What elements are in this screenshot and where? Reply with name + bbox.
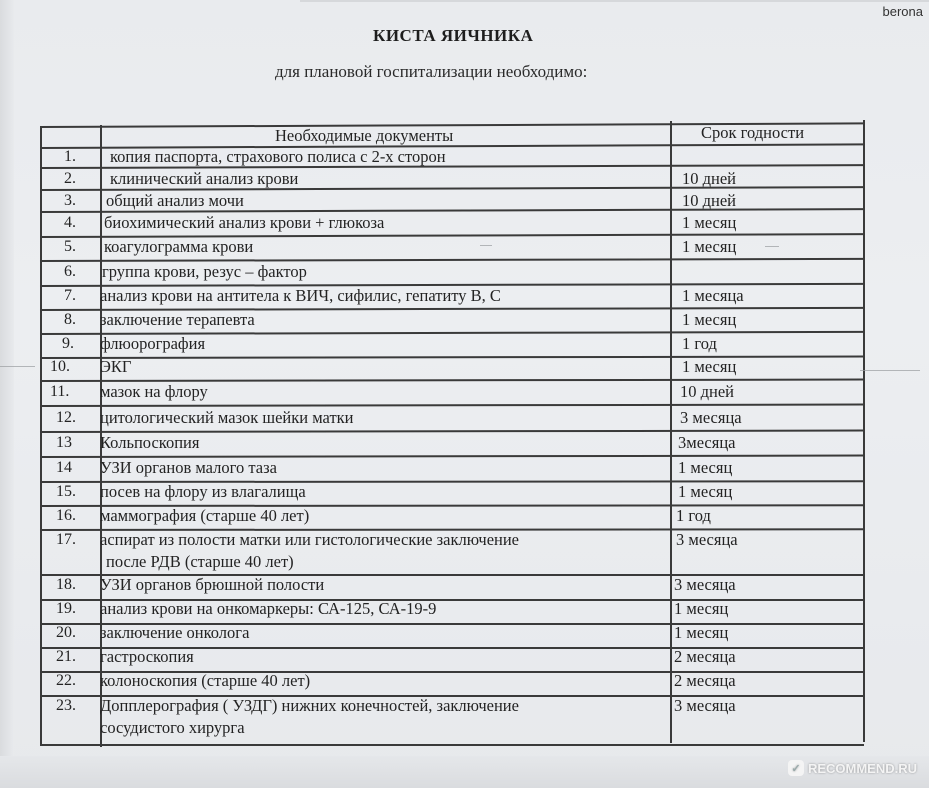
document-subtitle: для плановой госпитализации необходимо:	[275, 62, 588, 81]
row-document-continued: сосудистого хирурга	[100, 718, 245, 737]
row-validity: 10 дней	[680, 382, 735, 401]
row-number: 12.	[56, 409, 76, 426]
scan-noise	[0, 366, 35, 367]
row-document: группа крови, резус – фактор	[102, 262, 307, 281]
row-document: цитологический мазок шейки матки	[100, 408, 354, 427]
row-document: клинический анализ крови	[110, 169, 299, 188]
row-document: коагулограмма крови	[104, 237, 254, 256]
row-validity: 1 месяц	[678, 482, 733, 501]
row-number: 3.	[64, 192, 76, 209]
row-validity: 3 месяца	[674, 575, 736, 594]
row-validity: 10 дней	[682, 191, 737, 210]
row-document: УЗИ органов малого таза	[100, 458, 277, 477]
row-number: 6.	[64, 263, 76, 280]
document-title: КИСТА ЯИЧНИКА	[373, 26, 534, 45]
row-number: 16.	[56, 507, 76, 524]
row-number: 22.	[56, 672, 76, 689]
row-number: 13	[56, 434, 72, 451]
row-validity: 2 месяца	[674, 671, 736, 690]
row-document: аспират из полости матки или гистологические заключение	[100, 530, 520, 549]
row-number: 2.	[64, 170, 76, 187]
scan-noise	[480, 245, 492, 246]
row-document: копия паспорта, страхового полиса с 2-х сторон	[110, 147, 446, 166]
row-document: колоноскопия (старше 40 лет)	[100, 671, 311, 690]
watermark-username: berona	[882, 4, 923, 19]
row-number: 15.	[56, 483, 76, 500]
row-validity: 2 месяца	[674, 647, 736, 666]
watermark-brand	[788, 760, 917, 776]
row-document: анализ крови на онкомаркеры: СА-125, СА-19-9	[100, 599, 437, 618]
row-number: 19.	[56, 600, 76, 617]
recommend-logo-icon: ✓	[788, 760, 804, 776]
row-number: 23.	[56, 697, 76, 714]
row-validity: 3 месяца	[674, 696, 736, 715]
row-number: 11.	[50, 383, 70, 400]
scan-noise	[860, 370, 920, 371]
row-validity: 1 год	[676, 506, 711, 525]
row-number: 1.	[64, 148, 76, 165]
row-validity: 1 месяц	[682, 310, 737, 329]
column-header-validity: Срок годности	[701, 123, 805, 142]
watermark-text: RECOMMEND.RU	[807, 760, 917, 776]
row-document: гастроскопия	[100, 647, 194, 666]
row-number: 5.	[64, 238, 76, 255]
row-document: УЗИ органов брюшной полости	[100, 575, 325, 594]
row-document: Кольпоскопия	[100, 433, 200, 452]
column-header-documents: Необходимые документы	[275, 126, 454, 145]
row-validity: 1 месяц	[678, 458, 733, 477]
row-validity: 1 месяц	[682, 237, 737, 256]
row-validity: 3 месяца	[676, 530, 738, 549]
row-validity: 1 месяц	[674, 623, 729, 642]
row-validity: 1 год	[682, 334, 717, 353]
row-document: биохимический анализ крови + глюкоза	[104, 213, 385, 232]
row-document: мазок на флору	[100, 382, 208, 401]
row-number: 4.	[64, 214, 76, 231]
row-document-continued: после РДВ (старше 40 лет)	[106, 552, 294, 571]
row-document: ЭКГ	[100, 357, 132, 376]
scan-noise	[765, 246, 779, 247]
row-number: 14	[56, 459, 72, 476]
row-document: анализ крови на антитела к ВИЧ, сифилис, гепатиту В, С	[100, 286, 501, 305]
row-validity: 3 месяца	[680, 408, 742, 427]
row-validity: 1 месяц	[682, 213, 737, 232]
row-document: заключение онколога	[100, 623, 250, 642]
row-validity: 3месяца	[678, 433, 736, 452]
row-document: заключение терапевта	[100, 310, 255, 329]
row-validity: 10 дней	[682, 169, 737, 188]
row-document: маммография (старше 40 лет)	[100, 506, 310, 525]
row-document: флюорография	[100, 334, 206, 353]
row-number: 21.	[56, 648, 76, 665]
row-number: 17.	[56, 531, 76, 548]
row-number: 18.	[56, 576, 76, 593]
row-number: 8.	[64, 311, 76, 328]
row-document: общий анализ мочи	[106, 191, 244, 210]
row-number: 20.	[56, 624, 76, 641]
row-number: 10.	[50, 358, 70, 375]
row-validity: 1 месяц	[674, 599, 729, 618]
row-validity: 1 месяца	[682, 286, 744, 305]
row-document: посев на флору из влагалища	[100, 482, 306, 501]
row-document: Допплерография ( УЗДГ) нижних конечностей, заключение	[100, 696, 519, 715]
row-validity: 1 месяц	[682, 357, 737, 376]
row-number: 9.	[62, 335, 74, 352]
row-number: 7.	[64, 287, 76, 304]
